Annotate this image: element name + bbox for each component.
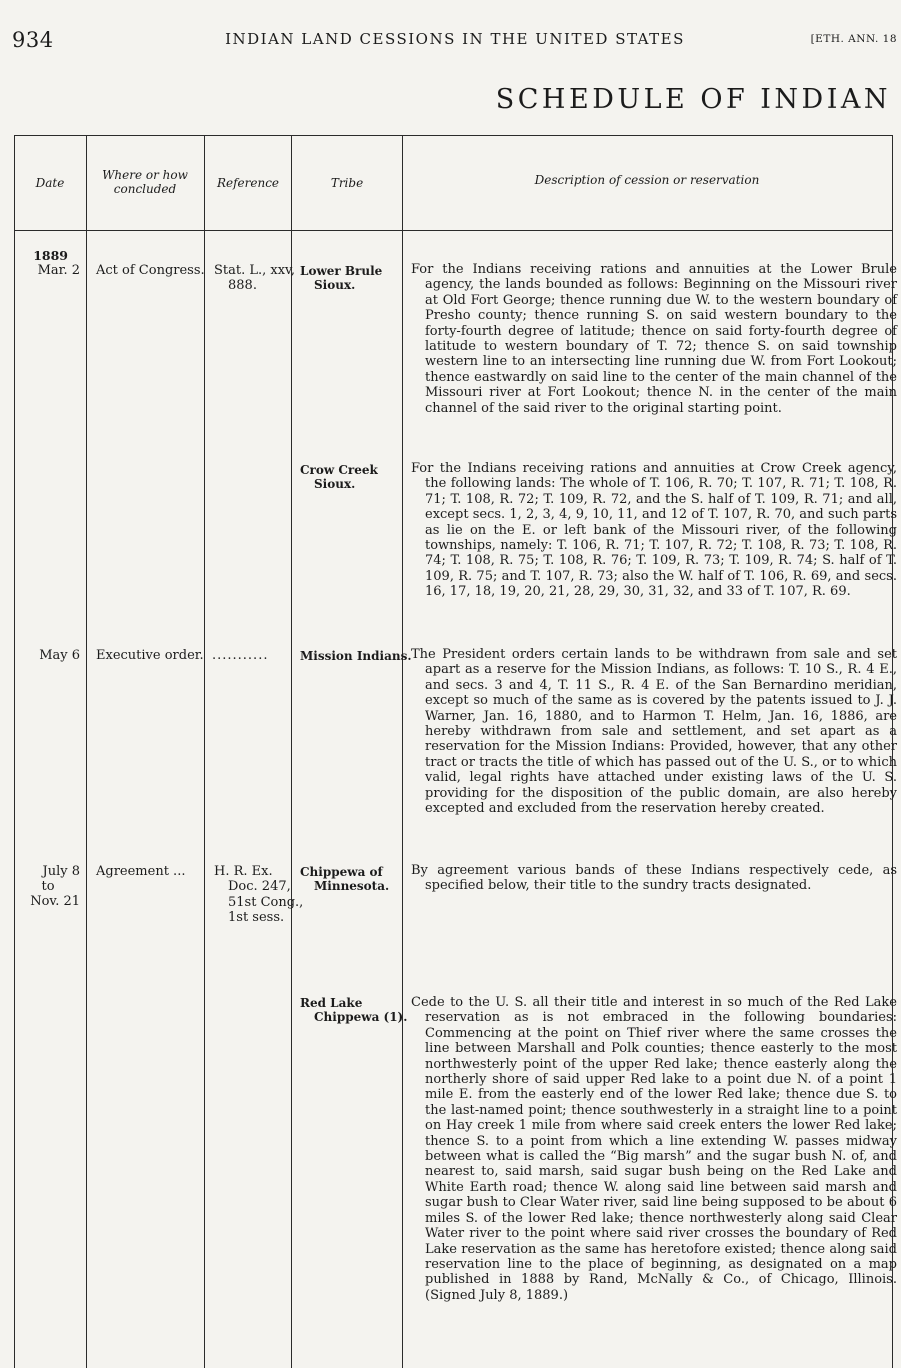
entry-date: May 6: [39, 648, 80, 663]
entry-tribe: Lower Brule Sioux.: [300, 264, 383, 292]
header-date: Date: [35, 176, 65, 190]
header-tribe: Tribe: [330, 176, 364, 190]
entry-reference: H. R. Ex. Doc. 247, 51st Cong., 1st sess.: [214, 864, 304, 926]
entry-reference: ...........: [212, 648, 269, 663]
column-rule: [14, 135, 15, 1368]
column-rule: [402, 135, 403, 1368]
entry-where: Act of Congress.: [96, 263, 205, 278]
entry-year: 1889: [33, 248, 68, 263]
entry-where: Executive order.: [96, 648, 204, 663]
running-header: [0, 26, 901, 50]
page-number: 934: [12, 28, 54, 52]
column-rule: [291, 135, 292, 1368]
entry-date-end: Nov. 21: [30, 894, 80, 909]
column-rule: [86, 135, 87, 1368]
running-title: INDIAN LAND CESSIONS IN THE UNITED STATES: [225, 30, 685, 48]
header-reference: Reference: [216, 176, 280, 190]
column-rule: [204, 135, 205, 1368]
entry-description: The President orders certain lands to be withdrawn from sale and set apart as a reserve for the Mission Indians, as follows: T. 10 S., R. 4 E., and secs. 3 and 4, T. 11 S., R. 4 E. of the San Bernardino meridian, except so much of the same as is covered by the patents issued to J. J. Warner, Jan. 16, 1880, and to Harmon T. Helm, Jan. 16, 1886, are hereby withdrawn from sale and settlement, and set apart as a reservation for the Mission Indians: Provided, however, that any other tract or tracts the title of which has passed out of the U. S., or to which valid, legal rights have attached under existing laws of the U. S. providing for the disposition of the public domain, are also hereby excepted and excluded from the reservation hereby created.: [411, 647, 897, 817]
entry-tribe: Red Lake Chippewa (1).: [300, 996, 408, 1024]
entry-date: July 8: [42, 864, 80, 879]
entry-description: By agreement various bands of these Indians respectively cede, as specified below, their title to the sundry tracts designated.: [411, 863, 897, 894]
entry-date-to: to: [41, 879, 55, 894]
entry-tribe: Mission Indians.: [300, 649, 412, 663]
header-description: Description of cession or reservation: [534, 173, 760, 187]
schedule-title: SCHEDULE OF INDIAN: [495, 84, 891, 115]
entry-description: For the Indians receiving rations and annuities at the Lower Brule agency, the lands bounded as follows: Beginning on the Missouri river at Old Fort George; thence running due W. to the western boundary of Presho county; thence running S. on said western boundary to the forty-fourth degree of latitude; thence on said forty-fourth degree of latitude to western boundary of T. 72; thence S. on said township western line to an intersecting line running due W. from Fort Lookout; thence eastwardly on said line to the center of the main channel of the Missouri river at Fort Lookout; thence N. in the center of the main channel of the said river to the original starting point.: [411, 262, 897, 416]
running-reference: [ETH. ANN. 18: [810, 33, 897, 45]
table-top-rule: [14, 135, 893, 136]
header-where: Where or how concluded: [102, 168, 188, 196]
entry-description: For the Indians receiving rations and annuities at Crow Creek agency, the following lands: The whole of T. 106, R. 70; T. 107, R. 71; T. 108, R. 71; T. 108, R. 72; T. 109, R. 72, and the S. half of T. 109, R. 71; and all, except secs. 1, 2, 3, 4, 9, 10, 11, and 12 of T. 107, R. 70, and such parts as lie on the E. or left bank of the Missouri river, of the following townships, namely: T. 106, R. 71; T. 107, R. 72; T. 108, R. 73; T. 108, R. 74; T. 108, R. 75; T. 108, R. 76; T. 109, R. 73; T. 109, R. 74; S. half of T. 109, R. 75; and T. 107, R. 73; also the W. half of T. 106, R. 69, and secs. 16, 17, 18, 19, 20, 21, 28, 29, 30, 31, 32, and 33 of T. 107, R. 69.: [411, 461, 897, 600]
header-bottom-rule: [14, 230, 893, 231]
entry-reference: Stat. L., xxv, 888.: [214, 263, 295, 294]
entry-where: Agreement ...: [96, 864, 186, 879]
entry-date: Mar. 2: [37, 263, 80, 278]
entry-description: Cede to the U. S. all their title and interest in so much of the Red Lake reservation as is not embraced in the following boundaries: Commencing at the point on Thief river where the same crosses the line between Marshall and Polk counties; thence easterly to the most northwesterly point of the upper Red lake; thence easterly along the northerly shore of said upper Red lake to a point due N. of a point 1 mile E. from the easterly end of the lower Red lake; thence due S. to the last-named point; thence southwesterly in a straight line to a point on Hay creek 1 mile from where said creek enters the lower Red lake; thence S. to a point from which a line extending W. passes midway between what is called the “Big marsh” and the sugar bush N. of, and nearest to, said marsh, said sugar bush being on the Red Lake and White Earth road; thence W. along said line between said marsh and sugar bush to Clear Water river, said line being supposed to be about 6 miles S. of the lower Red lake; thence northwesterly along said Clear Water river to the point where said river crosses the boundary of Red Lake reservation as the same has heretofore existed; thence along said reservation line to the place of beginning, as designated on a map published in 1888 by Rand, McNally & Co., of Chicago, Illinois. (Signed July 8, 1889.): [411, 995, 897, 1303]
entry-tribe: Crow Creek Sioux.: [300, 463, 378, 491]
entry-tribe: Chippewa of Minnesota.: [300, 865, 390, 893]
